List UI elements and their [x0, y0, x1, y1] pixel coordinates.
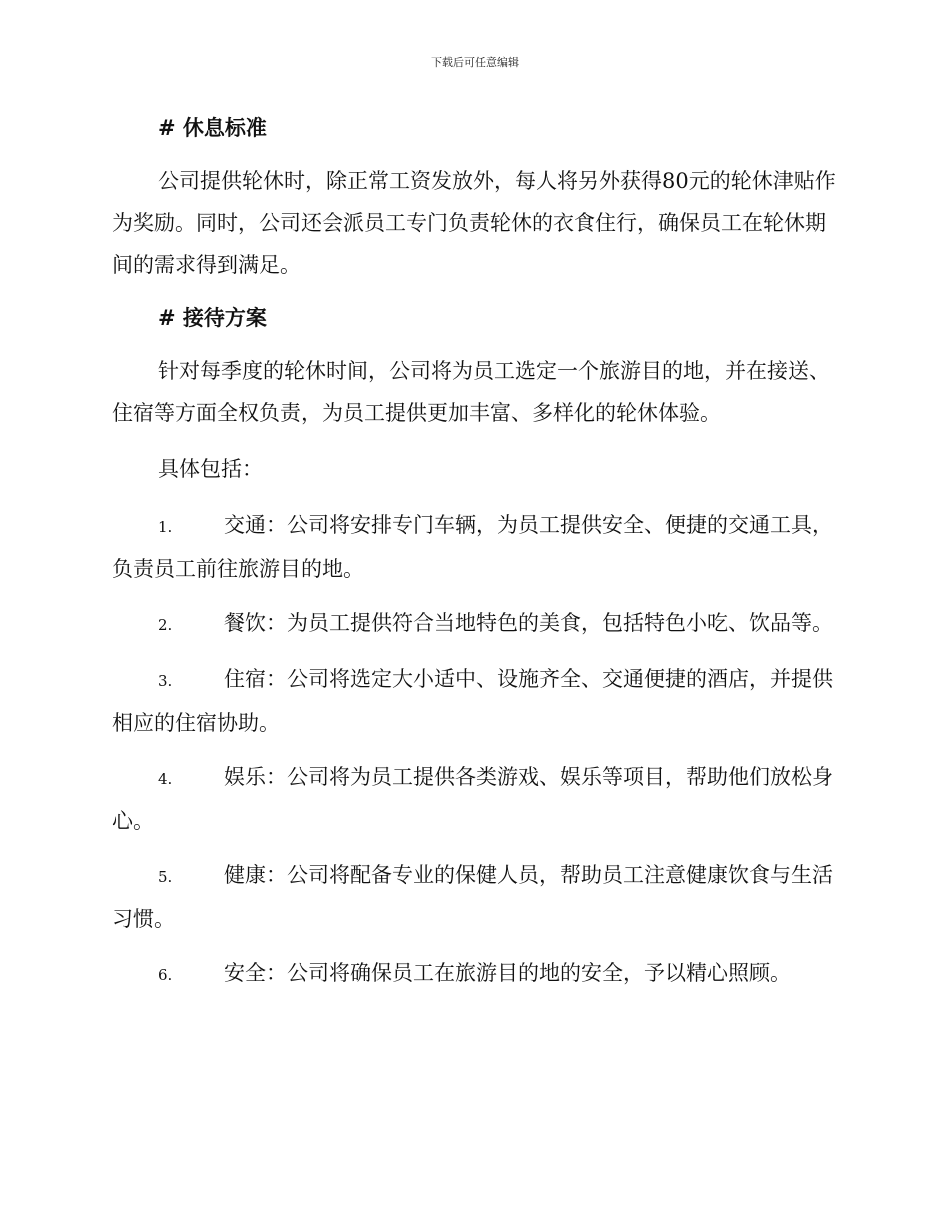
paragraph-reception-plan: 针对每季度的轮休时间，公司将为员工选定一个旅游目的地，并在接送、住宿等方面全权负责，为员工提供更加丰富、多样化的轮休体验。	[112, 359, 830, 425]
list-text: 餐饮：为员工提供符合当地特色的美食，包括特色小吃、饮品等。	[224, 611, 833, 635]
list-text: 交通：公司将安排专门车辆，为员工提供安全、便捷的交通工具，负责员工前往旅游目的地。	[112, 513, 833, 581]
list-number: 4.	[158, 770, 173, 788]
list-number: 3.	[158, 672, 173, 690]
list-item	[112, 658, 842, 744]
list-text: 安全：公司将确保员工在旅游目的地的安全，予以精心照顾。	[224, 961, 791, 985]
page-header: 下载后可任意编辑	[431, 56, 519, 69]
list-text: 娱乐：公司将为员工提供各类游戏、娱乐等项目，帮助他们放松身心。	[112, 765, 833, 833]
list-item	[112, 952, 842, 996]
section-heading-reception-plan: # 接待方案	[158, 305, 267, 330]
list-text: 健康：公司将配备专业的保健人员，帮助员工注意健康饮食与生活习惯。	[112, 863, 833, 931]
list-item	[112, 504, 842, 590]
list-number: 6.	[158, 966, 173, 984]
list-number: 2.	[158, 616, 173, 634]
list-item	[112, 854, 842, 940]
list-number: 5.	[158, 868, 173, 886]
section-heading-rest-standard: # 休息标准	[158, 115, 267, 140]
paragraph-specifics-intro: 具体包括：	[158, 457, 263, 481]
document-body	[112, 108, 842, 996]
list-number: 1.	[158, 518, 173, 536]
list-text: 住宿：公司将选定大小适中、设施齐全、交通便捷的酒店，并提供相应的住宿协助。	[112, 667, 833, 735]
list-item	[112, 602, 842, 646]
paragraph-rest-standard: 公司提供轮休时，除正常工资发放外，每人将另外获得80元的轮休津贴作为奖励。同时，公司还会派员工专门负责轮休的衣食住行，确保员工在轮休期间的需求得到满足。	[112, 169, 836, 277]
list-item	[112, 756, 842, 842]
